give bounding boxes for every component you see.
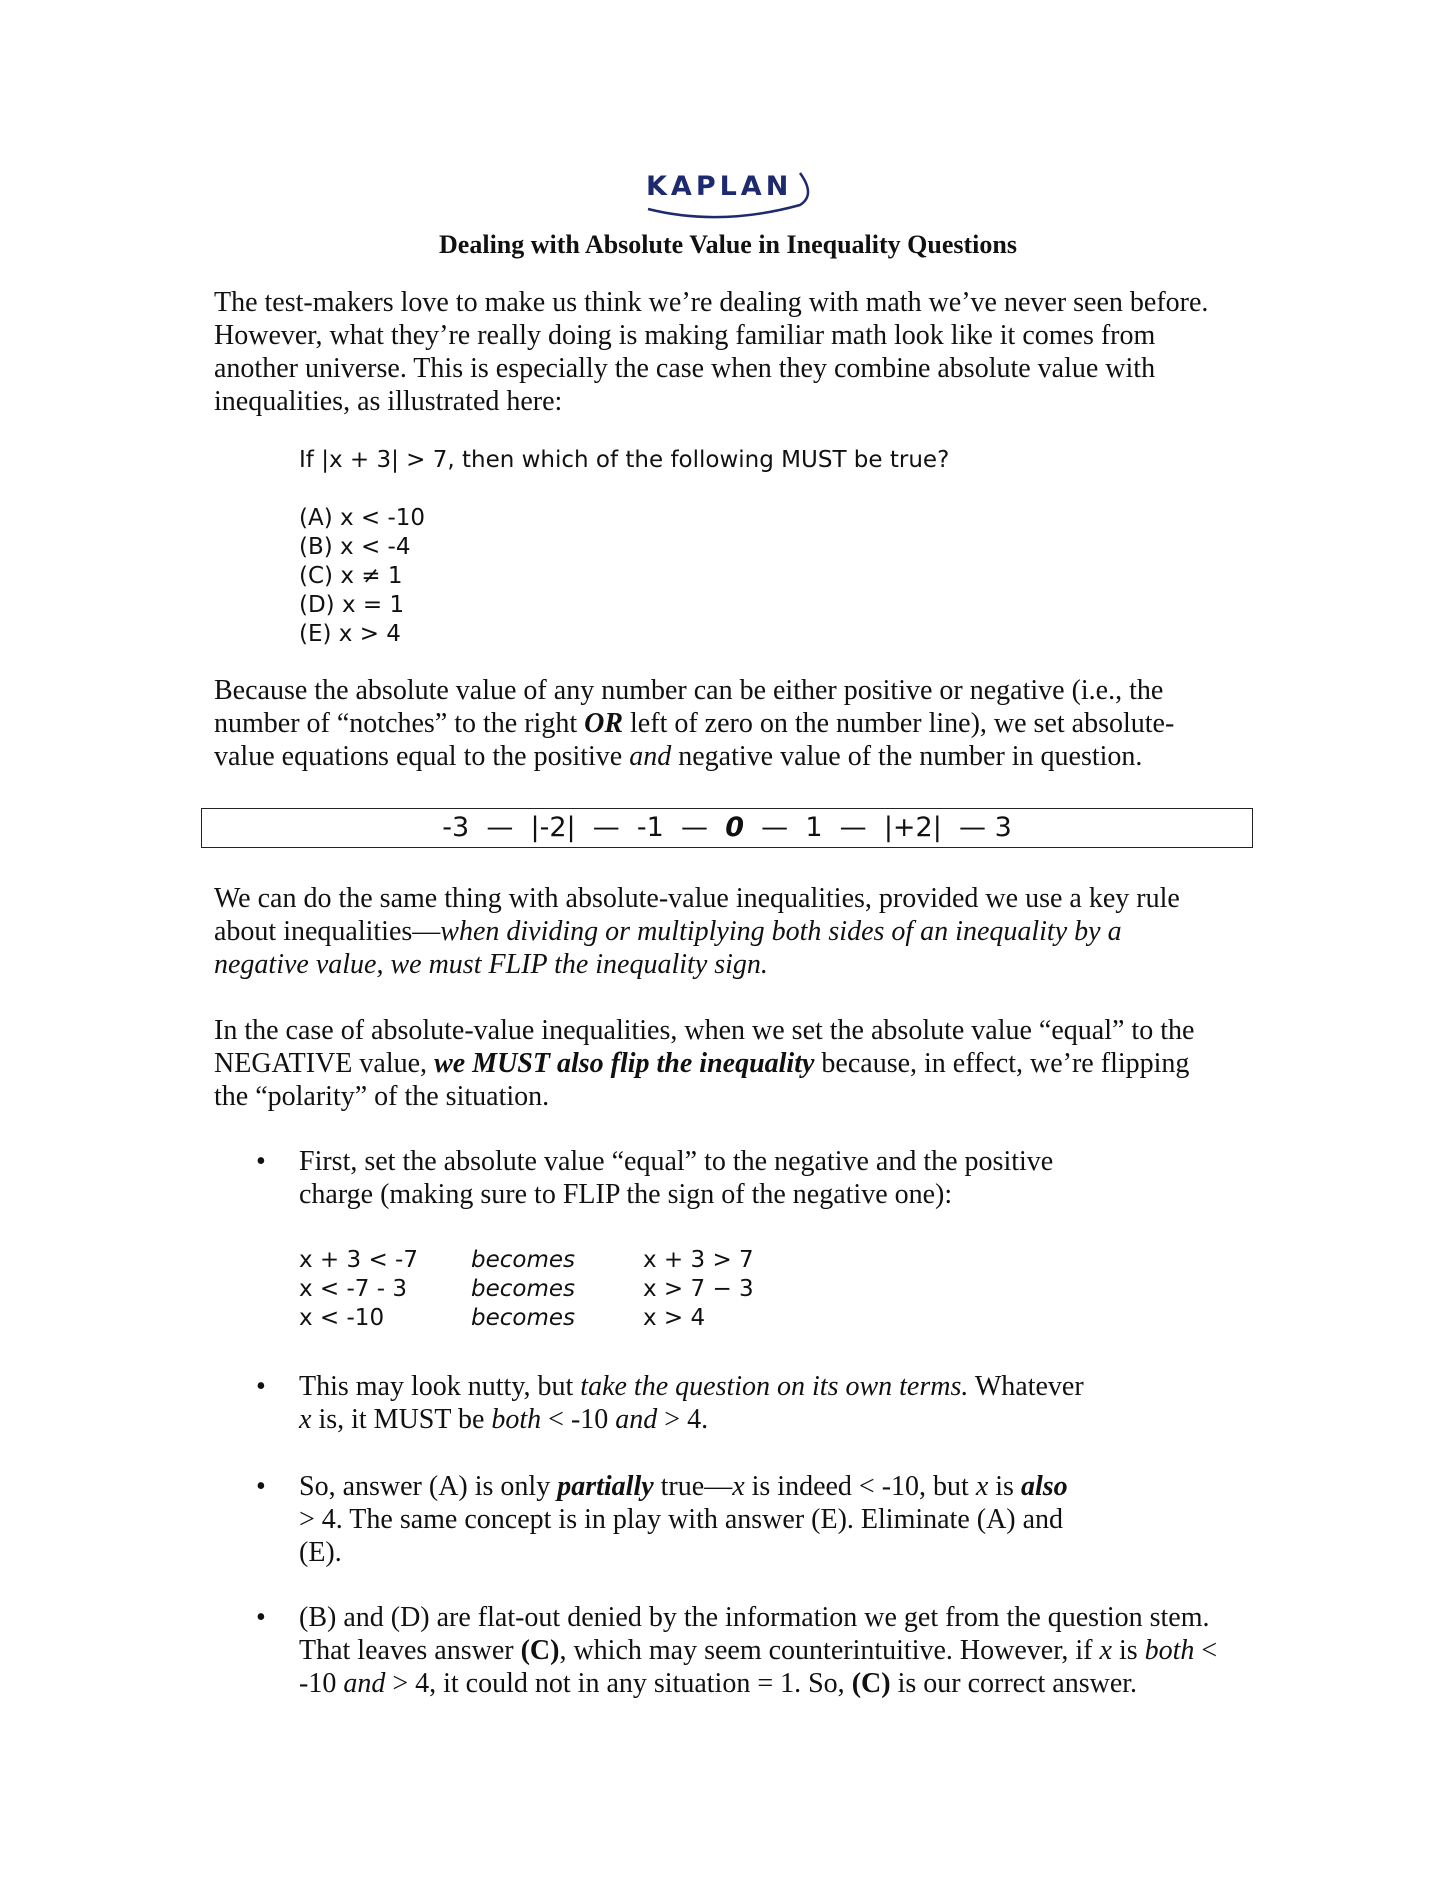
number-line-right: — 1 — |+2| — 3 (743, 812, 1012, 843)
text-run: is, it MUST be (311, 1404, 492, 1435)
text-line: > 4. The same concept is in play with answer (E). Eliminate (A) and (299, 1504, 1064, 1535)
option-e: (E) x > 4 (299, 621, 401, 647)
text-run: because, in effect, we’re flipping (814, 1048, 1190, 1079)
text-run: > 4. (657, 1404, 709, 1435)
answer-options (299, 504, 425, 649)
number-line-box (201, 808, 1253, 848)
text-line (299, 1403, 1239, 1436)
text-run: is our correct answer. (890, 1668, 1138, 1699)
text-line: negative value, we must FLIP the inequality sign. (214, 949, 768, 980)
bullet-icon: • (256, 1602, 266, 1633)
text-run: value equations equal to the positive (214, 741, 630, 772)
bullet-icon: • (256, 1146, 266, 1177)
text-line: Because the absolute value of any number can be either positive or negative (i.e., the (214, 675, 1164, 706)
bullet-1-text (299, 1145, 1239, 1211)
option-d: (D) x = 1 (299, 592, 405, 618)
rule-paragraph (214, 882, 1274, 981)
text-run: (C) (851, 1668, 891, 1699)
intro-paragraph (214, 286, 1274, 418)
steps-row (299, 1304, 754, 1333)
text-line (299, 1634, 1279, 1667)
text-run: -10 (299, 1668, 344, 1699)
text-run: (C) (520, 1635, 560, 1666)
text-run: is (1111, 1635, 1145, 1666)
text-run: < -10 (541, 1404, 616, 1435)
bullet-2-text (299, 1370, 1239, 1436)
text-run: and (343, 1668, 386, 1699)
text-line (299, 1370, 1239, 1403)
text-run: , which may seem counterintuitive. However, if (559, 1635, 1100, 1666)
negative-case-paragraph (214, 1014, 1274, 1113)
emphasis-flip: we MUST also flip the inequality (434, 1048, 815, 1079)
option-a: (A) x < -10 (299, 505, 426, 531)
text-run: x (975, 1471, 989, 1502)
text-run: That leaves answer (299, 1635, 521, 1666)
text-run: x (1099, 1635, 1112, 1666)
text-line: However, what they’re really doing is making familiar math look like it comes from (214, 320, 1156, 351)
text-line (214, 915, 1274, 948)
text-run: x (299, 1404, 312, 1435)
step-negative: x < -10 (299, 1305, 385, 1331)
text-line (214, 707, 1274, 740)
text-line: The test-makers love to make us think we’re dealing with math we’ve never seen before. (214, 287, 1209, 318)
number-line-left: -3 — |-2| — -1 — (442, 812, 726, 843)
text-line: We can do the same thing with absolute-value inequalities, provided we use a key rule (214, 883, 1180, 914)
text-run: So, answer (A) is only (299, 1471, 558, 1502)
text-run: is (988, 1471, 1021, 1502)
steps-row (299, 1246, 754, 1275)
text-run: take the question on its own terms. (580, 1371, 969, 1402)
text-run: negative value of the number in question. (671, 741, 1143, 772)
steps-table (299, 1246, 754, 1333)
text-line: First, set the absolute value “equal” to the negative and the positive (299, 1146, 1054, 1177)
emphasis-or: OR (584, 708, 624, 739)
step-positive: x > 7 − 3 (643, 1276, 754, 1302)
option-b: (B) x < -4 (299, 534, 411, 560)
text-run: > 4, it could not in any situation = 1. So, (385, 1668, 852, 1699)
text-run: also (1020, 1471, 1068, 1502)
logo-text: KAPLAN (646, 171, 793, 202)
text-run: partially (557, 1471, 654, 1502)
bullet-icon: • (256, 1471, 266, 1502)
text-run: true— (653, 1471, 733, 1502)
text-run: NEGATIVE value, (214, 1048, 435, 1079)
text-run: is indeed < -10, but (744, 1471, 976, 1502)
text-line: another universe. This is especially the case when they combine absolute value with (214, 353, 1156, 384)
text-run: Whatever (968, 1371, 1084, 1402)
text-line: the “polarity” of the situation. (214, 1081, 550, 1112)
emphasis-and: and (629, 741, 672, 772)
text-run: < (1194, 1635, 1218, 1666)
text-run: both (1144, 1635, 1195, 1666)
text-line (299, 1667, 1279, 1700)
step-positive: x > 4 (643, 1305, 706, 1331)
text-run: both (491, 1404, 542, 1435)
number-line-zero: 0 (725, 812, 744, 843)
kaplan-logo (640, 165, 815, 225)
step-negative: x + 3 < -7 (299, 1247, 418, 1273)
step-becomes: becomes (471, 1305, 576, 1331)
text-line (299, 1470, 1239, 1503)
text-line: charge (making sure to FLIP the sign of the negative one): (299, 1179, 953, 1210)
text-line: inequalities, as illustrated here: (214, 386, 563, 417)
step-negative: x < -7 - 3 (299, 1276, 407, 1302)
bullet-3-text (299, 1470, 1239, 1569)
text-line: (E). (299, 1537, 342, 1568)
italic-rule: when dividing or multiplying both sides of an inequality by a (440, 916, 1122, 947)
text-run: x (732, 1471, 745, 1502)
bullet-icon: • (256, 1371, 266, 1402)
text-line: (B) and (D) are flat-out denied by the information we get from the question stem. (299, 1602, 1210, 1633)
text-line: In the case of absolute-value inequalities, when we set the absolute value “equal” to the (214, 1015, 1195, 1046)
text-run: This may look nutty, but (299, 1371, 581, 1402)
text-run: number of “notches” to the right (214, 708, 585, 739)
question-stem: If |x + 3| > 7, then which of the following MUST be true? (299, 447, 950, 473)
page-title: Dealing with Absolute Value in Inequality Questions (439, 230, 1017, 259)
step-becomes: becomes (471, 1247, 576, 1273)
explanation-paragraph (214, 674, 1274, 773)
text-run: about inequalities— (214, 916, 441, 947)
text-line (214, 1047, 1274, 1080)
option-c: (C) x ≠ 1 (299, 563, 403, 589)
text-run: left of zero on the number line), we set absolute- (623, 708, 1175, 739)
bullet-4-text (299, 1601, 1279, 1700)
step-becomes: becomes (471, 1276, 576, 1302)
steps-row (299, 1275, 754, 1304)
text-run: and (615, 1404, 658, 1435)
text-line (214, 740, 1274, 773)
step-positive: x + 3 > 7 (643, 1247, 754, 1273)
